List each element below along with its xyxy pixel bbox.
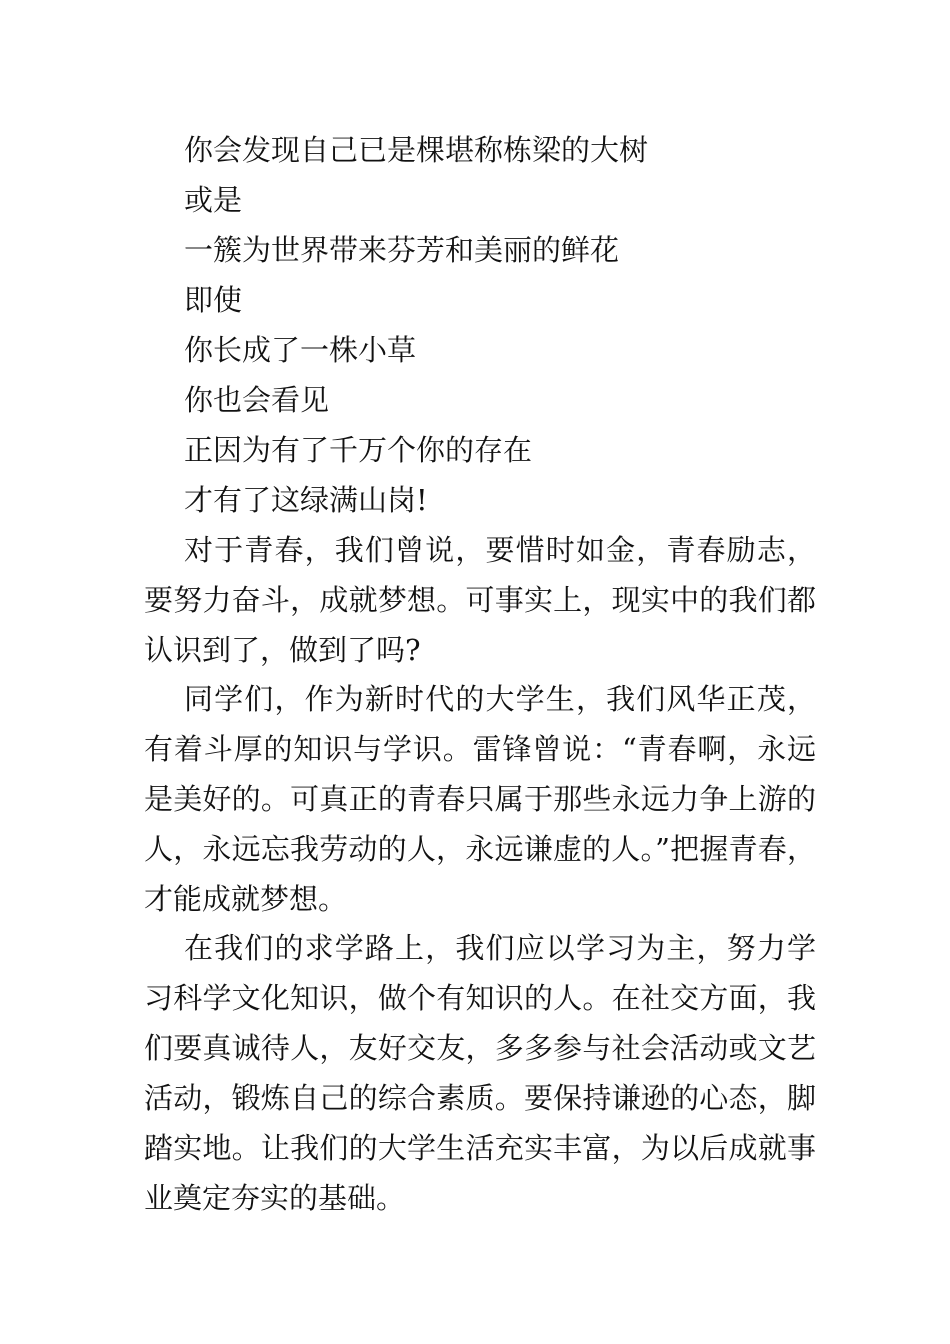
- body-paragraph: 对于青春，我们曾说，要惜时如金，青春励志，要努力奋斗，成就梦想。可事实上，现实中的我们都认识到了，做到了吗?: [144, 533, 816, 667]
- poem-line: 才有了这绿满山岗!: [184, 483, 428, 517]
- poem-line: 即使: [184, 283, 243, 317]
- poem-line: 或是: [184, 183, 243, 217]
- poem-line: 正因为有了千万个你的存在: [184, 433, 533, 467]
- poem-line: 一簇为世界带来芬芳和美丽的鲜花: [184, 233, 620, 267]
- poem-line: 你也会看见: [184, 383, 330, 417]
- body-paragraph: 在我们的求学路上，我们应以学习为主，努力学习科学文化知识，做个有知识的人。在社交方面，我们要真诚待人，友好交友，多多参与社会活动或文艺活动，锻炼自己的综合素质。要保持谦逊的心态，脚踏实地。让我们的大学生活充实丰富，为以后成就事业奠定夯实的基础。: [144, 931, 816, 1215]
- body-paragraph: 同学们，作为新时代的大学生，我们风华正茂，有着斗厚的知识与学识。雷锋曾说：“青春啊，永远是美好的。可真正的青春只属于那些永远力争上游的人，永远忘我劳动的人，永远谦虚的人。”把握青春，才能成就梦想。: [144, 682, 816, 916]
- poem-line: 你会发现自己已是棵堪称栋梁的大树: [184, 133, 649, 167]
- poem-line: 你长成了一株小草: [184, 333, 417, 367]
